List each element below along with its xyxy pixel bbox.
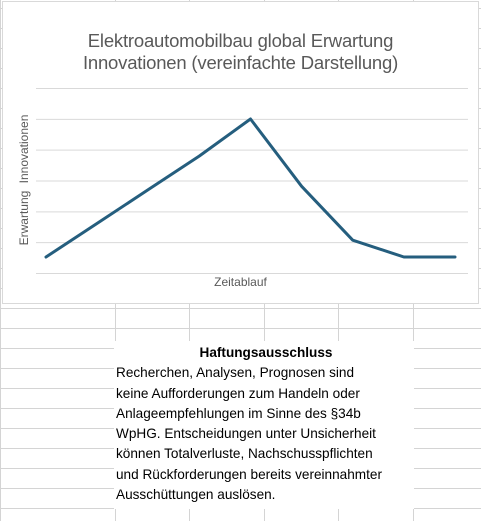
disclaimer-line: WpHG. Entscheidungen unter Unsicherheit (116, 426, 376, 442)
disclaimer-line: Anlageempfehlungen im Sinne des §34b (116, 405, 361, 421)
disclaimer-line: keine Aufforderungen zum Handeln oder (116, 385, 360, 401)
disclaimer-textbox[interactable] (116, 343, 416, 505)
chart-title-line-2: Innovationen (vereinfachte Darstellung) (82, 52, 399, 73)
disclaimer-line: Recherchen, Analysen, Prognosen sind (116, 365, 355, 381)
series-line[interactable] (46, 119, 455, 257)
disclaimer-heading: Haftungsausschluss (199, 345, 333, 360)
disclaimer-line: können Totalverluste, Nachschusspflichten (116, 446, 373, 462)
series-layer (46, 119, 455, 257)
disclaimer-line: Ausschüttungen auslösen. (116, 487, 276, 503)
x-axis-label: Zeitablauf (214, 275, 267, 289)
chart-title-line-1: Elektroautomobilbau global Erwartung (87, 30, 394, 51)
disclaimer-line: und Rückforderungen bereits vereinnahmter (116, 466, 382, 482)
y-axis-label: Erwartung Innovationen (17, 114, 31, 246)
chart-gridlines (36, 89, 468, 274)
